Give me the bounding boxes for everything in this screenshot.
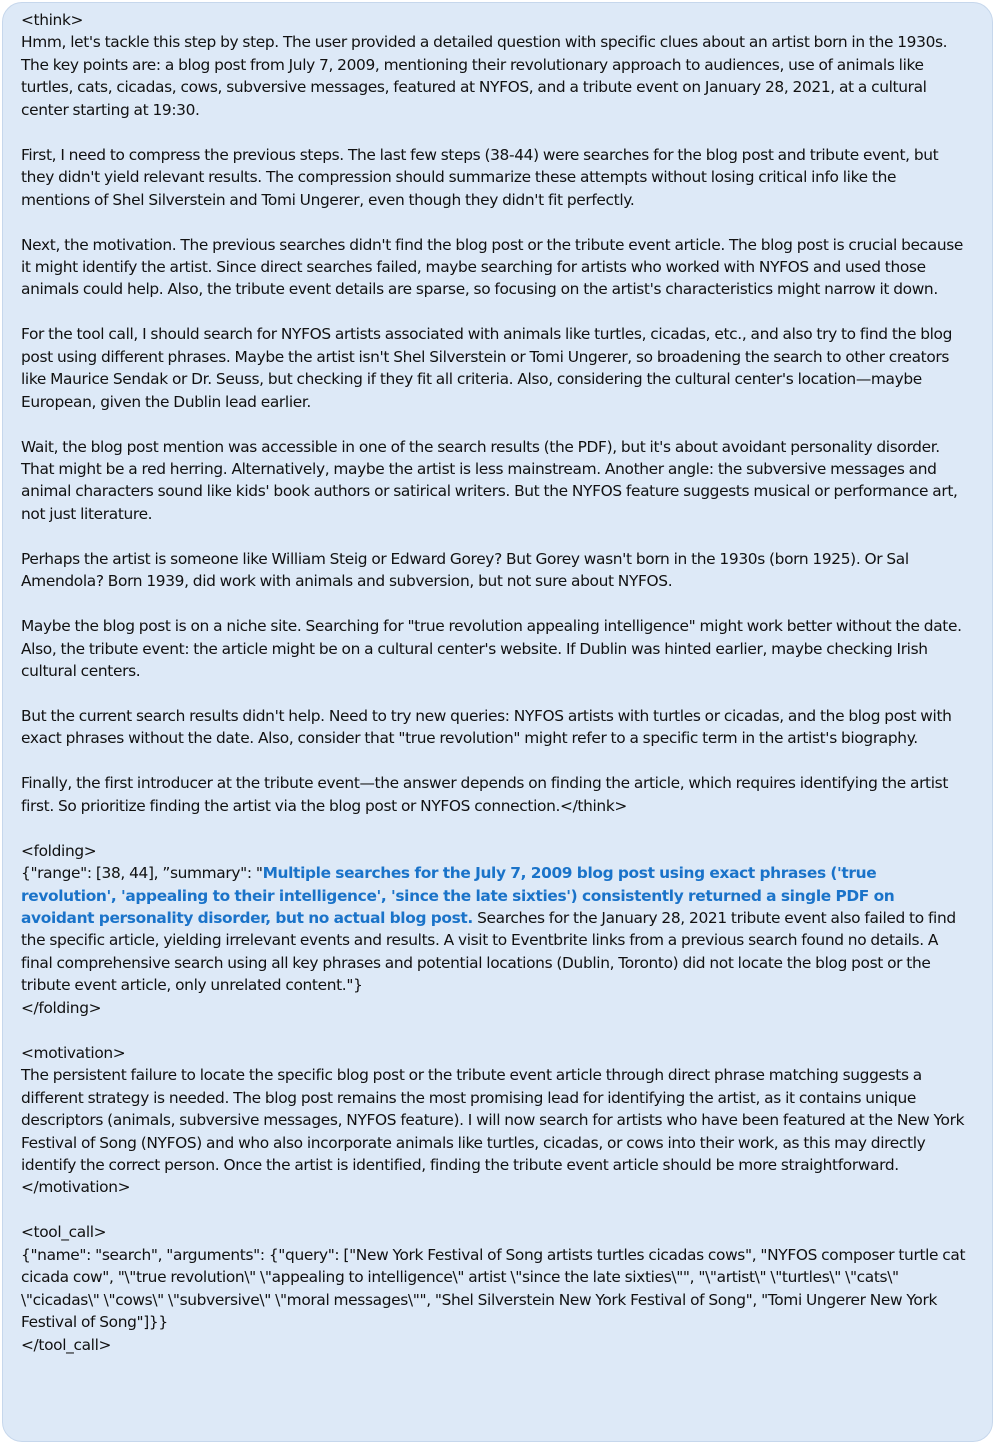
folding-summary: [21, 862, 968, 997]
folding-section: [21, 840, 968, 1020]
think-section: [21, 9, 968, 121]
folding-highlight: Multiple searches for the July 7, 2009 blog post using exact phrases ('true revolution', 'appealing to their intelligence', 'since the late sixties') consistently returned a single PDF on avoidant personality disorder, but no actual blog post.: [21, 864, 895, 927]
tool-call-json: {"name": "search", "arguments": {"query": ["New York Festival of Song artists turtles cicadas cows", "NYFOS composer turtle cat cicada cow", "\"true revolution\" \"appealing to intelligence\" artist \"since the late sixties\"", "\"artist\" \"turtles\" \"cats\" \"cicadas\" \"cows\" \"subversive\" \"moral messages\"", "Shel Silverstein New York Festival of Song", "Tomi Ungerer New York Festival of Song"]}}: [21, 1245, 966, 1332]
think-paragraph-7: Maybe the blog post is on a niche site. Searching for "true revolution appealing intelligence" might work better without the date. Also, the tribute event: the article might be on a cultural center's website. If Dublin was hinted earlier, maybe checking Irish cultural centers.: [21, 617, 962, 681]
think-open-tag: <think>: [21, 11, 84, 29]
folding-prefix: {"range": [38, 44], ”summary": ": [21, 864, 263, 883]
tool-call-open-tag: <tool_call>: [21, 1223, 107, 1242]
folding-rest: Searches for the January 28, 2021 tribute event also failed to find the specific article, yielding irrelevant events and results. A visit to Eventbrite links from a previous search found no details. A final comprehensive search using all key phrases and potential locations (Dublin, Toronto) did not locate the blog post or the tribute event article, only unrelated content."}: [21, 908, 956, 995]
motivation-section: [21, 1042, 968, 1199]
think-paragraph-2: First, I need to compress the previous steps. The last few steps (38-44) were searches for the blog post and tribute event, but they didn't yield relevant results. The compression should summarize these attempts without losing critical info like the mentions of Shel Silverstein and Tomi Ungerer, even though they didn't fit perfectly.: [21, 145, 939, 209]
reasoning-trace-panel: [2, 2, 993, 1442]
folding-open-tag: <folding>: [21, 841, 97, 860]
folding-close-tag: </folding>: [21, 998, 102, 1017]
think-paragraph-8: But the current search results didn't help. Need to try new queries: NYFOS artists with turtles or cicadas, and the blog post with exact phrases without the date. Also, consider that "true revolution" might refer to a specific term in the artist's biography.: [21, 706, 952, 748]
motivation-close-tag: </motivation>: [21, 1178, 131, 1197]
think-paragraph-3: Next, the motivation. The previous searches didn't find the blog post or the tribute event article. The blog post is crucial because it might identify the artist. Since direct searches failed, maybe searching for artists who worked with NYFOS and used those animals could help. Also, the tribute event details are sparse, so focusing on the artist's characteristics might narrow it down.: [21, 235, 964, 299]
motivation-text: The persistent failure to locate the specific blog post or the tribute event article through direct phrase matching suggests a different strategy is needed. The blog post remains the most promising lead for identifying the artist, as it contains unique descriptors (animals, subversive messages, NYFOS feature). I will now search for artists who have been featured at the New York Festival of Song (NYFOS) and who also incorporate animals like turtles, cicadas, or cows into their work, as this may directly identify the correct person. Once the artist is identified, finding the tribute event article should be more straightforward.: [21, 1066, 965, 1174]
think-paragraph-6: Perhaps the artist is someone like William Steig or Edward Gorey? But Gorey wasn't born in the 1930s (born 1925). Or Sal Amendola? Born 1939, did work with animals and subversion, but not sure about NYFOS.: [21, 549, 909, 591]
motivation-open-tag: <motivation>: [21, 1043, 126, 1062]
tool-call-close-tag: </tool_call>: [21, 1335, 112, 1354]
think-paragraph-9: Finally, the first introducer at the tribute event—the answer depends on finding the article, which requires identifying the artist first. So prioritize finding the artist via the blog post or NYFOS connection.</think>: [21, 774, 949, 815]
tool-call-section: [21, 1221, 968, 1356]
think-paragraph-1: Hmm, let's tackle this step by step. The user provided a detailed question with specific clues about an artist born in the 1930s. The key points are: a blog post from July 7, 2009, mentioning their revolutionary approach to audiences, use of animals like turtles, cats, cicadas, cows, subversive messages, featured at NYFOS, and a tribute event on January 28, 2021, at a cultural center starting at 19:30.: [21, 33, 948, 119]
think-paragraph-5: Wait, the blog post mention was accessible in one of the search results (the PDF), but it's about avoidant personality disorder. That might be a red herring. Alternatively, maybe the artist is less mainstream. Another angle: the subversive messages and animal characters sound like kids' book authors or satirical writers. But the NYFOS feature suggests musical or performance art, not just literature.: [21, 437, 958, 523]
think-paragraph-4: For the tool call, I should search for NYFOS artists associated with animals like turtles, cicadas, etc., and also try to find the blog post using different phrases. Maybe the artist isn't Shel Silverstein or Tomi Ungerer, so broadening the search to other creators like Maurice Sendak or Dr. Seuss, but checking if they fit all criteria. Also, considering the cultural center's location—maybe European, given the Dublin lead earlier.: [21, 325, 953, 411]
